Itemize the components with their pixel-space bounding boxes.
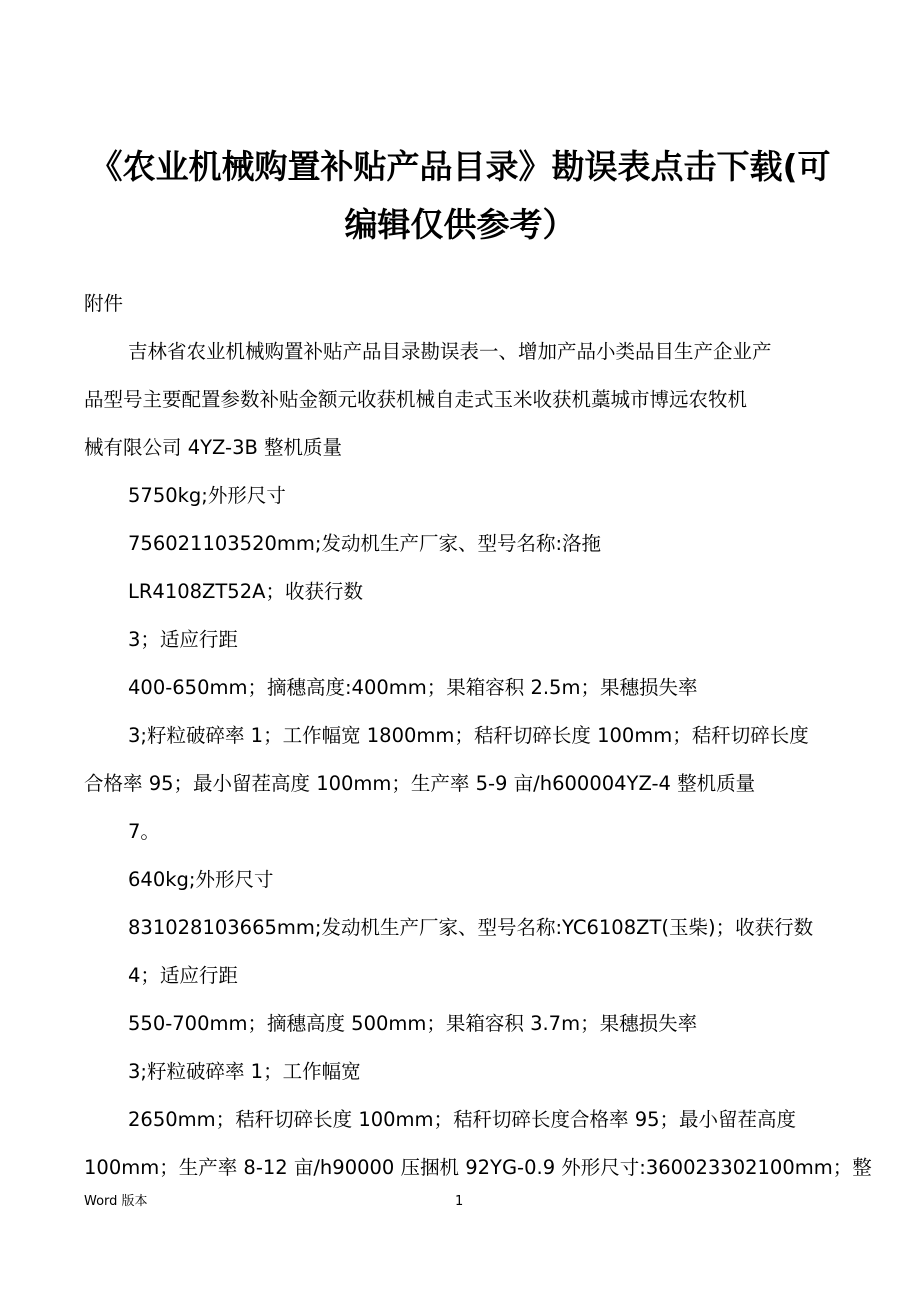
page-number: 1 [455, 1194, 464, 1209]
body-line: 640kg;外形尺寸 [128, 868, 274, 891]
body-line: 400-650mm；摘穗高度:400mm；果箱容积 2.5m；果穗损失率 [128, 676, 698, 699]
body-line: 附件 [84, 292, 124, 315]
body-line: 吉林省农业机械购置补贴产品目录勘误表一、增加产品小类品目生产企业产 [128, 340, 772, 363]
body-line: 品型号主要配置参数补贴金额元收获机械自走式玉米收获机藁城市博远农牧机 [84, 388, 748, 411]
body-line: 756021103520mm;发动机生产厂家、型号名称:洛拖 [128, 532, 602, 555]
body-line: 3；适应行距 [128, 628, 238, 651]
body-line: 5750kg;外形尺寸 [128, 484, 286, 507]
document-body [84, 280, 872, 1192]
body-line: 械有限公司 4YZ-3B 整机质量 [84, 436, 343, 459]
body-line: 3;籽粒破碎率 1；工作幅宽 1800mm；秸秆切碎长度 100mm；秸秆切碎长度 [128, 724, 809, 747]
title-line-1: 《农业机械购置补贴产品目录》勘误表点击下载(可 [89, 147, 831, 186]
body-line: 550-700mm；摘穗高度 500mm；果箱容积 3.7m；果穗损失率 [128, 1012, 698, 1035]
title-line-2: 编辑仅供参考） [344, 205, 576, 244]
body-line: 100mm；生产率 8-12 亩/h90000 压捆机 92YG-0.9 外形尺寸:360023302100mm；整 [84, 1156, 872, 1179]
footer-label: Word 版本 [84, 1194, 148, 1209]
body-line: 831028103665mm;发动机生产厂家、型号名称:YC6108ZT(玉柴)；收获行数 [128, 916, 814, 939]
body-line: LR4108ZT52A；收获行数 [128, 580, 363, 603]
body-line: 合格率 95；最小留茬高度 100mm；生产率 5-9 亩/h600004YZ-4 整机质量 [84, 772, 756, 795]
document-title [60, 138, 860, 254]
body-line: 3;籽粒破碎率 1；工作幅宽 [128, 1060, 361, 1083]
body-line: 7。 [128, 820, 160, 843]
body-line: 4；适应行距 [128, 964, 238, 987]
body-line: 2650mm；秸秆切碎长度 100mm；秸秆切碎长度合格率 95；最小留茬高度 [128, 1108, 797, 1131]
